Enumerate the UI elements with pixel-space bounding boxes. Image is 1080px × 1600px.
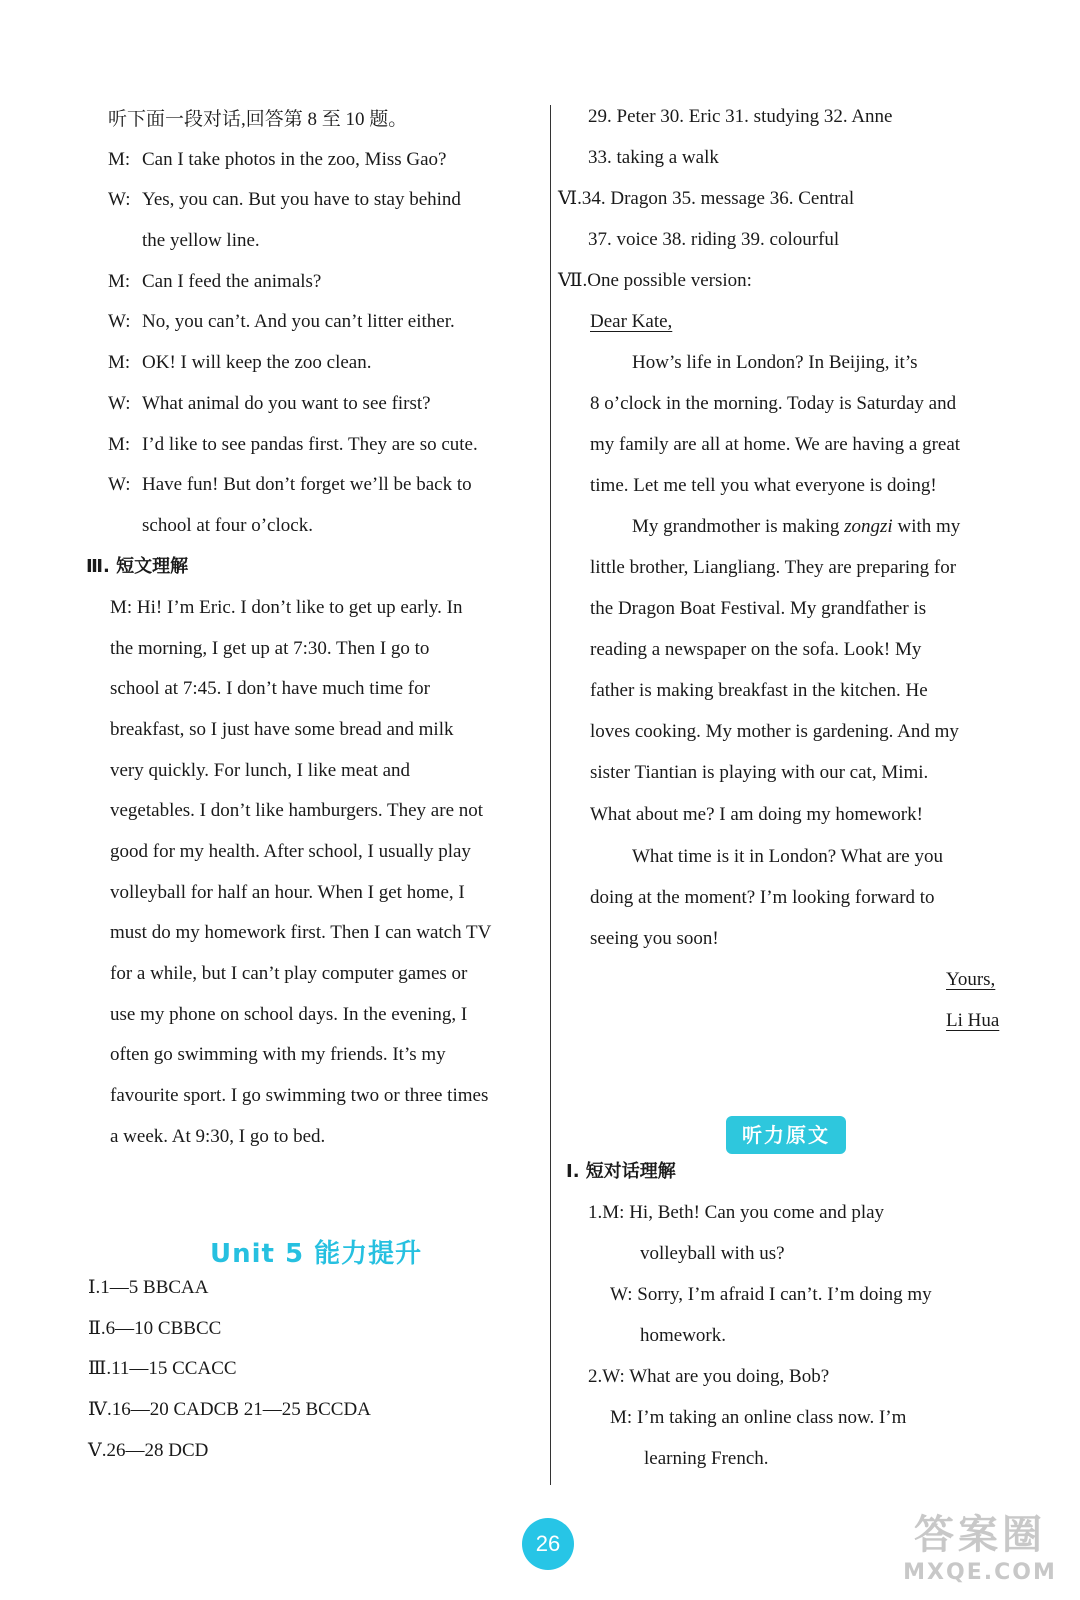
speaker-label: M:: [108, 271, 131, 292]
section-title: Ⅰ. 短对话理解: [566, 1161, 676, 1182]
unit-title: Unit 5 能力提升: [210, 1239, 423, 1269]
dialog-text: homework.: [640, 1325, 727, 1346]
answer-text: 11—15 CCACC: [111, 1358, 237, 1379]
speaker-label: M:: [108, 434, 131, 455]
letter-line: What about me? I am doing my homework!: [590, 804, 923, 825]
passage-line: M: Hi! I’m Eric. I don’t like to get up early. In: [110, 597, 463, 618]
dialog-line: [108, 433, 478, 457]
passage-line: must do my homework first. Then I can watch TV: [110, 922, 492, 943]
dialog-line: [108, 148, 446, 172]
passage-line: school at 7:45. I don’t have much time for: [110, 678, 430, 699]
page-number: 26: [522, 1518, 574, 1570]
dialog-text: the yellow line.: [142, 230, 260, 251]
dialog-line: [108, 270, 321, 294]
dialog-text: Can I feed the animals?: [142, 271, 322, 292]
dialog-text: No, you can’t. And you can’t litter either.: [142, 311, 455, 332]
speaker-label: M:: [108, 149, 131, 170]
answer-text: 34. Dragon 35. message 36. Central: [581, 188, 855, 209]
listening-script-badge: 听力原文: [726, 1116, 846, 1154]
answer-row: [88, 1276, 208, 1300]
speaker-label: W:: [610, 1284, 633, 1305]
answer-text: One possible version:: [587, 270, 752, 291]
dialog-text: OK! I will keep the zoo clean.: [142, 352, 372, 373]
answer-number: Ⅰ.: [88, 1277, 101, 1298]
answer-row: [88, 1317, 221, 1341]
answer-number: Ⅶ.: [558, 270, 588, 291]
passage-line: volleyball for half an hour. When I get home, I: [110, 882, 465, 903]
dialog-line: [588, 1365, 829, 1389]
letter-line: seeing you soon!: [590, 928, 719, 949]
speaker-label: M:: [108, 352, 131, 373]
dialog-text: I’d like to see pandas first. They are so cute.: [142, 434, 478, 455]
dialog-line: [588, 1201, 884, 1225]
answer-text: 26—28 DCD: [106, 1440, 209, 1461]
speaker-label: W:: [108, 474, 131, 495]
passage-line: good for my health. After school, I usually play: [110, 841, 471, 862]
answer-row: [88, 1439, 208, 1463]
dialog-text: Can I take photos in the zoo, Miss Gao?: [142, 149, 447, 170]
dialog-text: school at four o’clock.: [142, 515, 313, 536]
dialog-line: [108, 351, 372, 375]
answer-text: 37. voice 38. riding 39. colourful: [588, 229, 840, 250]
dialog-text: Yes, you can. But you have to stay behind: [142, 189, 461, 210]
passage-line: breakfast, so I just have some bread and milk: [110, 719, 454, 740]
speaker-label: W:: [108, 393, 131, 414]
letter-signature: Li Hua: [946, 1010, 1000, 1031]
speaker-label: W:: [108, 311, 131, 332]
letter-line: little brother, Liangliang. They are preparing for: [590, 557, 957, 578]
dialog-line: [108, 392, 431, 416]
column-divider: [550, 105, 551, 1485]
answer-text: 6—10 CBBCC: [105, 1318, 222, 1339]
passage-line: for a while, but I can’t play computer games or: [110, 963, 468, 984]
dialog-text: Hi, Beth! Can you come and play: [629, 1202, 885, 1223]
passage-line: a week. At 9:30, I go to bed.: [110, 1126, 326, 1147]
letter-line: father is making breakfast in the kitchen. He: [590, 680, 928, 701]
dialog-line: [610, 1406, 906, 1430]
passage-line: favourite sport. I go swimming two or three times: [110, 1085, 489, 1106]
answer-text: 1—5 BBCAA: [100, 1277, 209, 1298]
answer-line: 29. Peter 30. Eric 31. studying 32. Anne: [588, 106, 893, 127]
dialog-intro: 听下面一段对话,回答第 8 至 10 题。: [108, 109, 408, 130]
letter-line: 8 o’clock in the morning. Today is Saturday and: [590, 393, 957, 414]
answer-row: [88, 1357, 237, 1381]
watermark-url: MXQE.COM: [903, 1560, 1057, 1585]
letter-line: reading a newspaper on the sofa. Look! My: [590, 639, 922, 660]
speaker-label: W:: [108, 189, 131, 210]
passage-line: very quickly. For lunch, I like meat and: [110, 760, 411, 781]
answer-row: [88, 1398, 371, 1422]
dialog-text: What are you doing, Bob?: [629, 1366, 830, 1387]
letter-line: What time is it in London? What are you: [632, 846, 943, 867]
letter-closing: Yours,: [946, 969, 996, 990]
speaker-label: W:: [602, 1366, 625, 1387]
answer-number: Ⅳ.: [88, 1399, 112, 1420]
dialog-line: [108, 310, 455, 334]
italic-word: zongzi: [844, 516, 893, 537]
letter-line: time. Let me tell you what everyone is doing!: [590, 475, 937, 496]
answer-line: 33. taking a walk: [588, 147, 719, 168]
passage-line: vegetables. I don’t like hamburgers. They are not: [110, 800, 484, 821]
answer-row: [558, 269, 752, 293]
letter-line: my family are all at home. We are having a great: [590, 434, 961, 455]
dialog-number: 1.: [588, 1202, 603, 1223]
letter-line: doing at the moment? I’m looking forward to: [590, 887, 935, 908]
dialog-text: What animal do you want to see first?: [142, 393, 431, 414]
letter-line: My grandmother is making zongzi with my: [632, 516, 961, 537]
section-title: Ⅲ. 短文理解: [86, 556, 189, 577]
dialog-text: learning French.: [644, 1448, 769, 1469]
dialog-line: [610, 1283, 932, 1307]
speaker-label: M:: [610, 1407, 633, 1428]
watermark: [890, 1510, 1070, 1595]
passage-line: often go swimming with my friends. It’s my: [110, 1044, 446, 1065]
speaker-label: M:: [602, 1202, 625, 1223]
dialog-text: volleyball with us?: [640, 1243, 785, 1264]
dialog-number: 2.: [588, 1366, 603, 1387]
letter-line: the Dragon Boat Festival. My grandfather is: [590, 598, 927, 619]
letter-line: loves cooking. My mother is gardening. And my: [590, 721, 959, 742]
answer-number: Ⅴ.: [88, 1440, 107, 1461]
answer-number: Ⅲ.: [88, 1358, 112, 1379]
dialog-line: [108, 473, 472, 497]
answer-row: [558, 187, 854, 211]
dialog-text: Sorry, I’m afraid I can’t. I’m doing my: [637, 1284, 932, 1305]
answer-text: 16—20 CADCB 21—25 BCCDA: [111, 1399, 371, 1420]
answer-number: Ⅵ.: [558, 188, 582, 209]
passage-line: use my phone on school days. In the evening, I: [110, 1004, 468, 1025]
dialog-line: [108, 188, 461, 212]
watermark-logo-text: 答案圈: [914, 1512, 1046, 1558]
dialog-text: I’m taking an online class now. I’m: [636, 1407, 907, 1428]
answer-number: Ⅱ.: [88, 1318, 106, 1339]
letter-line: How’s life in London? In Beijing, it’s: [632, 352, 918, 373]
letter-greeting: Dear Kate,: [590, 311, 673, 332]
dialog-text: Have fun! But don’t forget we’ll be back to: [142, 474, 472, 495]
letter-line: sister Tiantian is playing with our cat, Mimi.: [590, 762, 929, 783]
passage-line: the morning, I get up at 7:30. Then I go to: [110, 638, 430, 659]
